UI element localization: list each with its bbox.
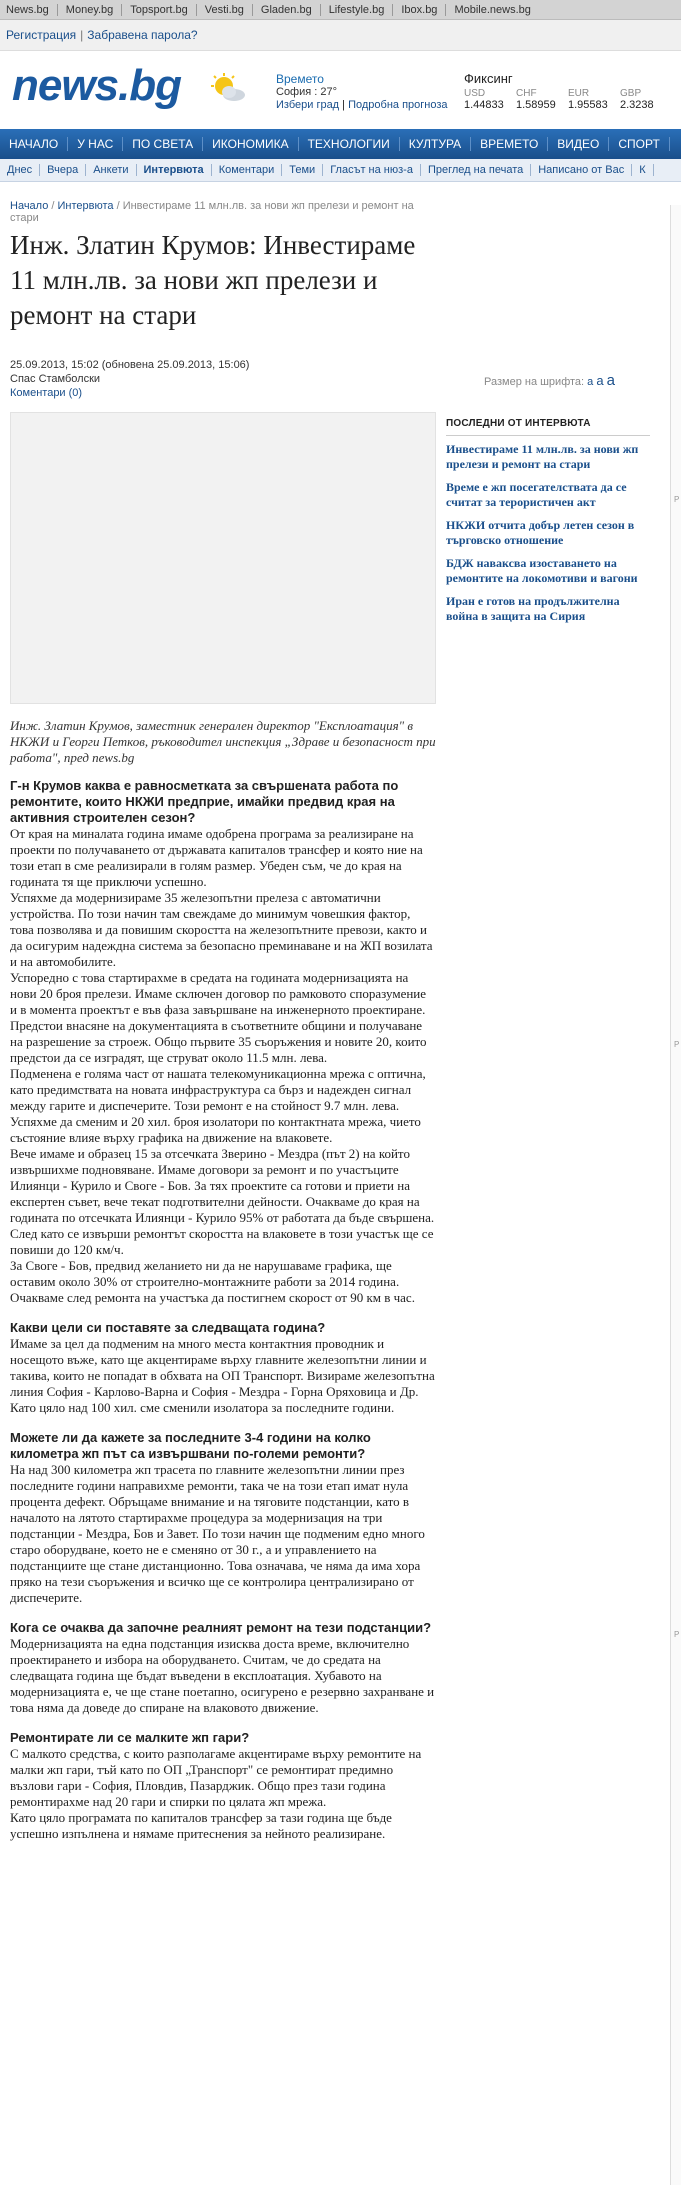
interview-question: Можете ли да кажете за последните 3-4 години на колко километра жп път са извършвани по-големи ремонти? [10,1430,371,1461]
breadcrumb-sep: / [48,200,58,212]
breadcrumb-sep: / [113,200,123,212]
article-date: 25.09.2013, 15:02 (обновена 25.09.2013, 15:06) [10,359,250,371]
article-paragraph: Успоредно с това стартирахме в средата на годината модернизацията на нови 20 броя прелези. Имаме сключен договор по рамковото споразумение и в момента проектът е във фаза завършване на инженерното проектиране. Предстои внасяне на документацията в съответните общини и получаване на разрешение за строеж. Общо първите 35 съоръжения и новите 20, които предстои да се изградят, ще струват около 11.5 млн. лева. [10,970,427,1065]
sub-nav-item[interactable]: Написано от Вас [531,164,632,176]
sub-nav-item[interactable]: Анкети [86,164,136,176]
font-size-control [484,372,615,389]
article-body [10,778,436,1842]
currency-value: 1.58959 [516,99,556,111]
article-author: Спас Стамболски [10,373,101,385]
network-link[interactable]: Money.bg [58,4,123,16]
sidebar-item[interactable]: Иран е готов на продължителна война в защита на Сирия [446,594,620,623]
ad-marker: P [674,1630,680,1639]
font-size-small[interactable]: a [587,376,594,388]
main-nav-item[interactable]: ТЕХНОЛОГИИ [299,137,400,151]
site-header [0,51,681,129]
forgot-password-link[interactable]: Забравена парола? [87,28,198,42]
sidebar-item[interactable]: БДЖ наваксва изоставането на ремонтите на локомотиви и вагони [446,556,638,585]
font-size-large[interactable]: a [606,372,615,389]
main-nav-item[interactable]: НАЧАЛО [0,137,68,151]
weather-title[interactable]: Времето [276,72,324,86]
article-paragraph: Успяхме да модернизираме 35 железопътни прелеза с автоматични устройства. По този начин там свеждаме до минимум човешкия фактор, това позволява и да повишим скоростта на железопътните превози, както и да осигурим надеждна система за безопасно преминаване и на ЖП возилата и на автомобилите. [10,890,433,969]
main-nav-item[interactable]: ПО СВЕТА [123,137,203,151]
sidebar-item[interactable]: Инвестираме 11 млн.лв. за нови жп прелези и ремонт на стари [446,442,639,471]
main-nav-item[interactable]: ВИДЕО [548,137,609,151]
fixing-widget [464,71,674,111]
network-link[interactable]: Mobile.news.bg [454,3,531,16]
fixing-currencies [464,88,674,99]
network-link[interactable]: Gladen.bg [253,4,321,16]
main-nav-item[interactable]: ВРЕМЕТО [471,137,548,151]
sidebar-title: ПОСЛЕДНИ ОТ ИНТЕРВЮТА [446,418,650,436]
article-paragraph: Имаме за цел да подменим на много места контактния проводник и носещото въже, като ще акцентираме върху главните железопътни линии и такива, които не попадат в обхвата на ОП Транспорт. Визираме железопътна линия София - Карлово-Варна и София - Мездра - Горна Оряховица и Др. Като цяло над 100 хил. сме сменили изолатора за последните години. [10,1336,435,1415]
sidebar-item[interactable]: НКЖИ отчита добър летен сезон в търговско отношение [446,518,635,547]
article-paragraph: На над 300 километра жп трасета по главните железопътни линии през последните години направихме ремонти, така че на този етап имат нула процента дефект. Обръщаме внимание и на тяговите подстанции, като в началото на лятото стартирахме процедура за модернизация на три подстанции - Мездра, Бов и Завет. По този начин ще подменим едно много старо оборудване, което не е сменяно от 30 г., а и управлението на подстанциите ще стане дистанционно. Това означава, че няма да има хора пряко на тези съоръжения и всичко ще се контролира централизирано от диспечерите. [10,1462,425,1605]
photo-caption: Инж. Златин Крумов, заместник генерален директор "Експлоатация" в НКЖИ и Георги Петков, ръководител инспекция „Здраве и безопасност при работа", пред news.bg [10,718,436,765]
article-meta [10,358,249,400]
main-nav [0,129,681,159]
sub-nav-item[interactable]: Днес [0,164,40,176]
site-logo[interactable]: news.bg [12,61,182,110]
article-paragraph: Вече имаме и образец 15 за отсечката Зверино - Мездра (път 2) на който извършихме подновяване. Имаме договори за ремонт и по участъците Илиянци - Курило и Своге - Бов. За тях проектите са готови и приети на експертен съвет, вече текат подготвителни дейности. Очакваме до края на годината по отсечката Илиянци - Курило 95% от работата да бъде свършена. След като се извърши ремонтът скоростта на влаковете в този участък ще се повиши до 120 км/ч. [10,1146,435,1257]
fixing-values [464,99,674,111]
article-paragraph: Като цяло програмата по капиталов трансфер за тази година ще бъде успешно изпълнена и нямаме притеснения за нейното реализиране. [10,1810,392,1841]
font-size-label: Размер на шрифта: [484,376,585,388]
sub-nav-item[interactable]: Вчера [40,164,86,176]
article-paragraph: От края на миналата година имаме одобрена програма за реализиране на проекти по получаването от държавата капиталов трансфер и която ние на този етап в сме реализирали в голям размер. Убеден съм, че до края на годината тя ще приключи успешно. [10,826,423,889]
sub-nav-item[interactable]: Гласът на нюз-а [323,164,421,176]
latest-interviews [446,418,650,632]
article-paragraph: Успяхме да сменим и 20 хил. броя изолатори по контактната мрежа, чието състояние влияе върху графика на движение на влаковете. [10,1114,421,1145]
currency-value: 2.3238 [620,99,654,111]
main-nav-item[interactable]: У НАС [68,137,123,151]
main-nav-item[interactable]: ИКОНОМИКА [203,137,298,151]
article-paragraph: Подменена е голяма част от нашата телекомуникационна мрежа с оптична, като предимствата на новата инфраструктура са бърз и надежден сигнал между гарите и диспечерите. Този ремонт е на стойност 9.7 млн. лева. [10,1066,426,1113]
choose-city-link[interactable]: Избери град [276,99,340,111]
page-title: Инж. Златин Крумов: Инвестираме 11 млн.лв. за нови жп прелези и ремонт на стари [10,230,416,330]
network-link[interactable]: Vesti.bg [197,4,253,16]
currency-label: EUR [568,88,590,99]
separator: | [80,28,84,42]
register-link[interactable]: Регистрация [6,28,77,42]
network-link[interactable]: News.bg [0,4,58,16]
sub-nav-item[interactable]: Преглед на печата [421,164,531,176]
article-photo [10,412,436,704]
comments-link[interactable]: Коментари (0) [10,387,83,399]
sub-nav-item[interactable]: Интервюта [137,164,212,176]
currency-label: GBP [620,88,642,99]
article-paragraph: Модернизацията на една подстанция изисква доста време, включително проектирането и избора на оборудването. Считам, че до средата на следващата година ще бъдат въведени в експлоатация. Хубавото на модернизацията е, че ще стане поетапно, осигурено е резервно захранване и това няма да доведе до спиране на влаковото движение. [10,1636,435,1715]
article-paragraph: За Своге - Бов, предвид желанието ни да не нарушаваме графика, ще оставим около 30% от строително-монтажните работи за 2014 година. Очакваме след ремонта на участъка да постигнем скорост от 90 км в час. [10,1258,415,1305]
currency-value: 1.95583 [568,99,608,111]
interview-question: Г-н Крумов каква е равносметката за свършената работа по ремонтите, които НКЖИ предприе, имайки предвид края на активния строителен сезон? [10,778,399,825]
font-size-medium[interactable]: a [596,373,604,388]
article-paragraph: С малкото средства, с които разполагаме акцентираме върху ремонтите на малки жп гари, тъй като по ОП „Транспорт" се ремонтират предимно възлови гари - София, Пловдив, Пазарджик. Общо през тази година ремонтирахме над 20 гари и спирки по цялата жп мрежа. [10,1746,422,1809]
breadcrumb-home[interactable]: Начало [10,200,49,212]
network-link[interactable]: Topsport.bg [122,4,196,16]
ad-marker: P [674,1040,680,1049]
breadcrumb-current: Инвестираме 11 млн.лв. за нови жп прелези и ремонт на стари [10,200,414,224]
interview-question: Какви цели си поставяте за следващата година? [10,1320,326,1335]
weather-widget [276,73,448,112]
currency-label: USD [464,88,486,99]
interview-question: Ремонтирате ли се малките жп гари? [10,1730,250,1745]
currency-label: CHF [516,88,537,99]
sub-nav-item[interactable]: Теми [282,164,323,176]
user-bar [0,20,681,51]
article-header [10,200,436,333]
breadcrumb [10,200,436,224]
network-link[interactable]: Ibox.bg [393,4,446,16]
sub-nav-item[interactable]: К [632,164,653,176]
network-bar [0,0,681,20]
sub-nav-item[interactable]: Коментари [212,164,283,176]
sub-nav [0,159,681,182]
network-link[interactable]: Lifestyle.bg [321,4,394,16]
forecast-link[interactable]: Подробна прогноза [348,99,448,111]
currency-value: 1.44833 [464,99,504,111]
partly-cloudy-icon [210,73,246,103]
breadcrumb-section[interactable]: Интервюта [57,200,114,212]
weather-city: София : 27° [276,86,338,98]
right-ad-column [670,205,681,2185]
separator: | [342,99,346,111]
sidebar-item[interactable]: Време е жп посегателствата да се считат за терористичен акт [446,480,627,509]
main-nav-item[interactable]: СПОРТ [609,137,669,151]
interview-question: Кога се очаква да започне реалният ремонт на тези подстанции? [10,1620,432,1635]
fixing-title: Фиксинг [464,71,513,86]
ad-marker: P [674,495,680,504]
main-nav-item[interactable]: КУЛТУРА [400,137,471,151]
